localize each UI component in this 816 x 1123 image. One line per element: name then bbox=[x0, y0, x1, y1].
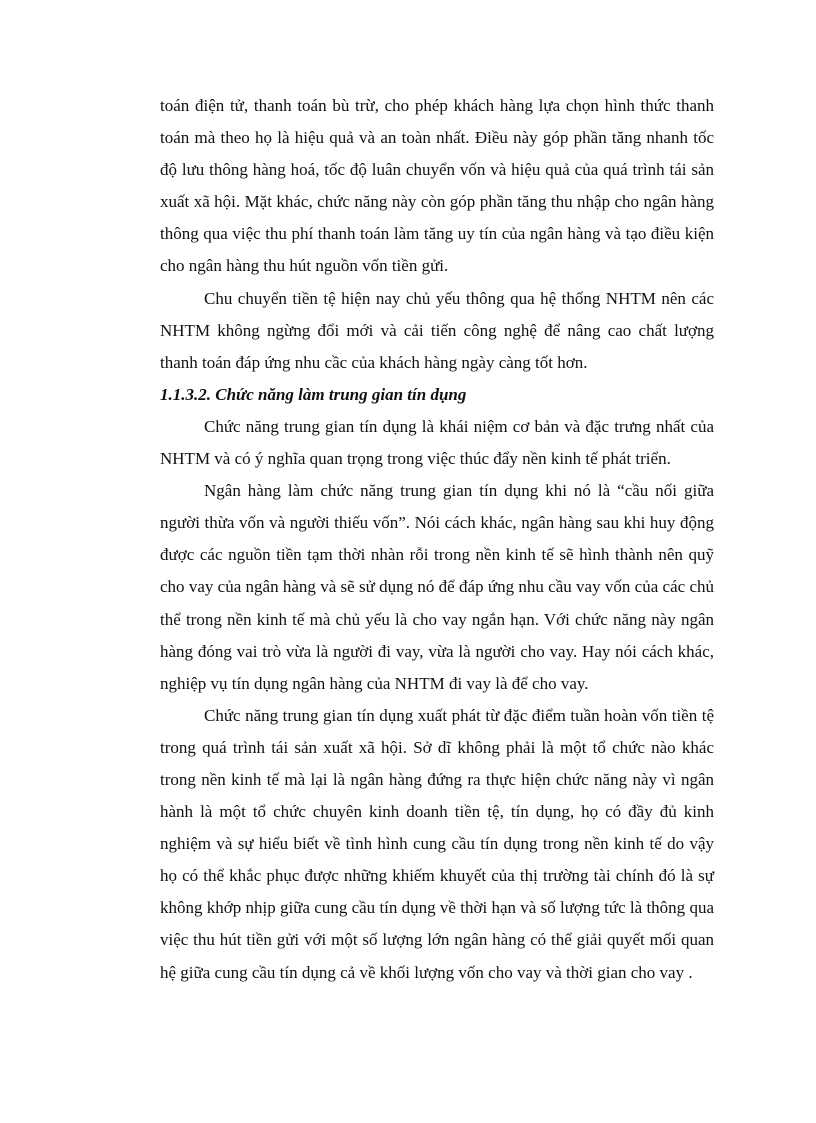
section-heading: 1.1.3.2. Chức năng làm trung gian tín dụng bbox=[160, 384, 467, 404]
paragraph-payment-services: toán điện tử, thanh toán bù trừ, cho phép khách hàng lựa chọn hình thức thanh toán mà theo họ là hiệu quả và an toàn nhất. Điều này góp phần tăng nhanh tốc độ lưu thông hàng hoá, tốc độ luân chuyển vốn và hiệu quả của quá trình tái sản xuất xã hội. Mặt khác, chức năng này còn góp phần tăng thu nhập cho ngân hàng thông qua việc thu phí thanh toán làm tăng uy tín của ngân hàng và tạo điều kiện cho ngân hàng thu hút nguồn vốn tiền gửi. bbox=[160, 96, 714, 276]
paragraph-credit-intermediary-definition: Chức năng trung gian tín dụng là khái niệm cơ bản và đặc trưng nhất của NHTM và có ý nghĩa quan trọng trong việc thúc đẩy nền kinh tế phát triển. bbox=[160, 416, 714, 469]
paragraph-credit-bridge: Ngân hàng làm chức năng trung gian tín dụng khi nó là “cầu nối giữa người thừa vốn và người thiếu vốn”. Nói cách khác, ngân hàng sau khi huy động được các nguồn tiền tạm thời nhàn rỗi trong nền kinh tế sẽ hình thành nên quỹ cho vay của ngân hàng và sẽ sử dụng nó để đáp ứng nhu cầu vay vốn của các chủ thể trong nền kinh tế mà chủ yếu là cho vay ngắn hạn. Với chức năng này ngân hàng đóng vai trò vừa là người đi vay, vừa là người cho vay. Hay nói cách khác, nghiệp vụ tín dụng ngân hàng của NHTM đi vay là để cho vay. bbox=[160, 481, 714, 693]
paragraph-credit-origin: Chức năng trung gian tín dụng xuất phát từ đặc điểm tuần hoàn vốn tiền tệ trong quá trình tái sản xuất xã hội. Sở dĩ không phải là một tổ chức nào khác trong nền kinh tế mà lại là ngân hàng đứng ra thực hiện chức năng này vì ngân hành là một tổ chức chuyên kinh doanh tiền tệ, tín dụng, họ có đầy đủ kinh nghiệm và sự hiểu biết về tình hình cung cầu tín dụng trong nền kinh tế do vậy họ có thể khắc phục được những khiếm khuyết của thị trường tài chính đó là sự không khớp nhịp giữa cung cầu tín dụng về thời hạn và số lượng tức là thông qua việc thu hút tiền gửi với một số lượng lớn ngân hàng có thể giải quyết mối quan hệ giữa cung cầu tín dụng cả về khối lượng vốn cho vay và thời gian cho vay . bbox=[160, 705, 714, 982]
document-page bbox=[160, 90, 714, 989]
paragraph-money-circulation: Chu chuyển tiền tệ hiện nay chủ yếu thông qua hệ thống NHTM nên các NHTM không ngừng đổi mới và cải tiến công nghệ để nâng cao chất lượng thanh toán đáp ứng nhu cầc của khách hàng ngày càng tốt hơn. bbox=[160, 288, 714, 372]
